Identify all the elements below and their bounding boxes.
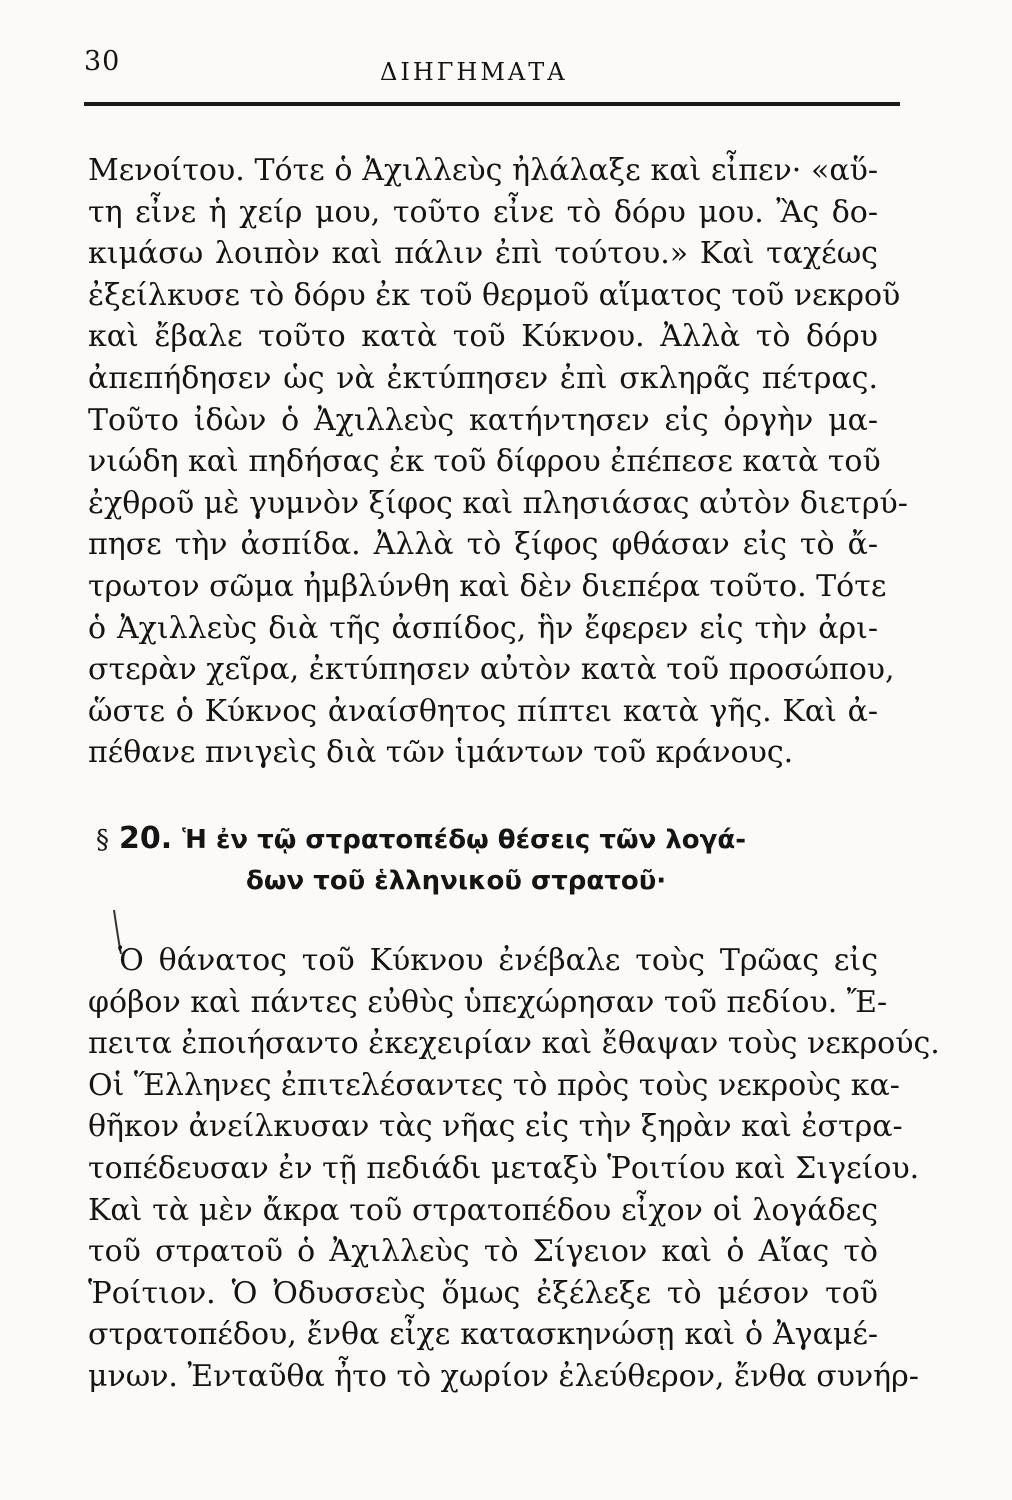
page-number: 30: [84, 46, 121, 77]
text-line: στερὰν χεῖρα, ἐκτύπησεν αὐτὸν κατὰ τοῦ προσώπου,: [88, 652, 895, 688]
text-line: καὶ ἔβαλε τοῦτο κατὰ τοῦ Κύκνου. Ἀλλὰ τὸ δόρυ: [88, 319, 878, 355]
section-heading: [96, 818, 876, 902]
running-head: ΔΙΗΓΗΜΑΤΑ: [380, 58, 568, 86]
text-line: ἐξείλκυσε τὸ δόρυ ἐκ τοῦ θερμοῦ αἵματος τοῦ νεκροῦ: [88, 277, 901, 313]
text-line: στρατοπέδου, ἔνθα εἶχε κατασκηνώσῃ καὶ ὁ Ἀγαμέ-: [88, 1317, 878, 1353]
text-line: τρωτον σῶμα ἠμβλύνθη καὶ δὲν διεπέρα τοῦτο. Τότε: [88, 568, 887, 604]
text-line: νιώδη καὶ πηδήσας ἐκ τοῦ δίφρου ἐπέπεσε κατὰ τοῦ: [88, 444, 881, 480]
section-heading-line-1: [96, 818, 876, 860]
text-line: θῆκον ἀνείλκυσαν τὰς νῆας εἰς τὴν ξηρὰν καὶ ἐστρα-: [88, 1109, 903, 1145]
text-line: φόβον καὶ πάντες εὐθὺς ὑπεχώρησαν τοῦ πεδίου. Ἔ-: [88, 984, 888, 1020]
header-rule: [84, 102, 900, 106]
text-line: πησε τὴν ἀσπίδα. Ἀλλὰ τὸ ξίφος φθάσαν εἰς τὸ ἄ-: [88, 527, 878, 563]
text-line: τοῦ στρατοῦ ὁ Ἀχιλλεὺς τὸ Σίγειον καὶ ὁ Αἴας τὸ: [88, 1234, 878, 1270]
section-sign: §: [96, 825, 109, 855]
text-line: ἐχθροῦ μὲ γυμνὸν ξίφος καὶ πλησιάσας αὐτὸν διετρύ-: [88, 485, 908, 521]
text-line: τη εἶνε ἡ χείρ μου, τοῦτο εἶνε τὸ δόρυ μου. Ἂς δο-: [88, 194, 878, 230]
text-line: Καὶ τὰ μὲν ἄκρα τοῦ στρατοπέδου εἶχον οἱ λογάδες: [88, 1192, 878, 1228]
text-line: τοπέδευσαν ἐν τῇ πεδιάδι μεταξὺ Ῥοιτίου καὶ Σιγείου.: [88, 1150, 920, 1186]
text-line: μνων. Ἐνταῦθα ἦτο τὸ χωρίον ἐλεύθερον, ἔνθα συνήρ-: [88, 1358, 919, 1394]
text-line: Τοῦτο ἰδὼν ὁ Ἀχιλλεὺς κατήντησεν εἰς ὀργὴν μα-: [88, 402, 878, 438]
text-line: ὁ Ἀχιλλεὺς διὰ τῆς ἀσπίδος, ἣν ἔφερεν εἰς τὴν ἀρι-: [88, 610, 878, 646]
text-line: ὥστε ὁ Κύκνος ἀναίσθητος πίπτει κατὰ γῆς. Καὶ ἀ-: [88, 693, 878, 729]
paragraph-1: [88, 150, 908, 774]
text-line: πειτα ἐποιήσαντο ἐκεχειρίαν καὶ ἔθαψαν τοὺς νεκρούς.: [88, 1026, 940, 1062]
text-line: κιμάσω λοιπὸν καὶ πάλιν ἐπὶ τούτου.» Καὶ ταχέως: [88, 236, 878, 272]
text-line: Ῥοίτιον. Ὁ Ὀδυσσεὺς ὅμως ἐξέλεξε τὸ μέσον τοῦ: [88, 1275, 878, 1311]
text-line: Μενοίτου. Τότε ὁ Ἀχιλλεὺς ἠλάλαξε καὶ εἶπεν· «αὕ-: [88, 153, 878, 188]
paragraph-2: [88, 940, 940, 1398]
text-line: ἀπεπήδησεν ὡς νὰ ἐκτύπησεν ἐπὶ σκληρᾶς πέτρας.: [88, 360, 878, 396]
section-title-part-2: δων τοῦ ἑλληνικοῦ στρατοῦ·: [246, 866, 667, 896]
text-line: Ὁ θάνατος τοῦ Κύκνου ἐνέβαλε τοὺς Τρῶας εἰς: [118, 943, 878, 978]
section-number: 20.: [119, 821, 173, 856]
section-title-part-1: Ἡ ἐν τῷ στρατοπέδῳ θέσεις τῶν λογά-: [182, 825, 747, 855]
text-line: Οἱ Ἕλληνες ἐπιτελέσαντες τὸ πρὸς τοὺς νεκροὺς κα-: [88, 1067, 900, 1103]
text-line: πέθανε πνιγεὶς διὰ τῶν ἱμάντων τοῦ κράνους.: [88, 735, 794, 771]
